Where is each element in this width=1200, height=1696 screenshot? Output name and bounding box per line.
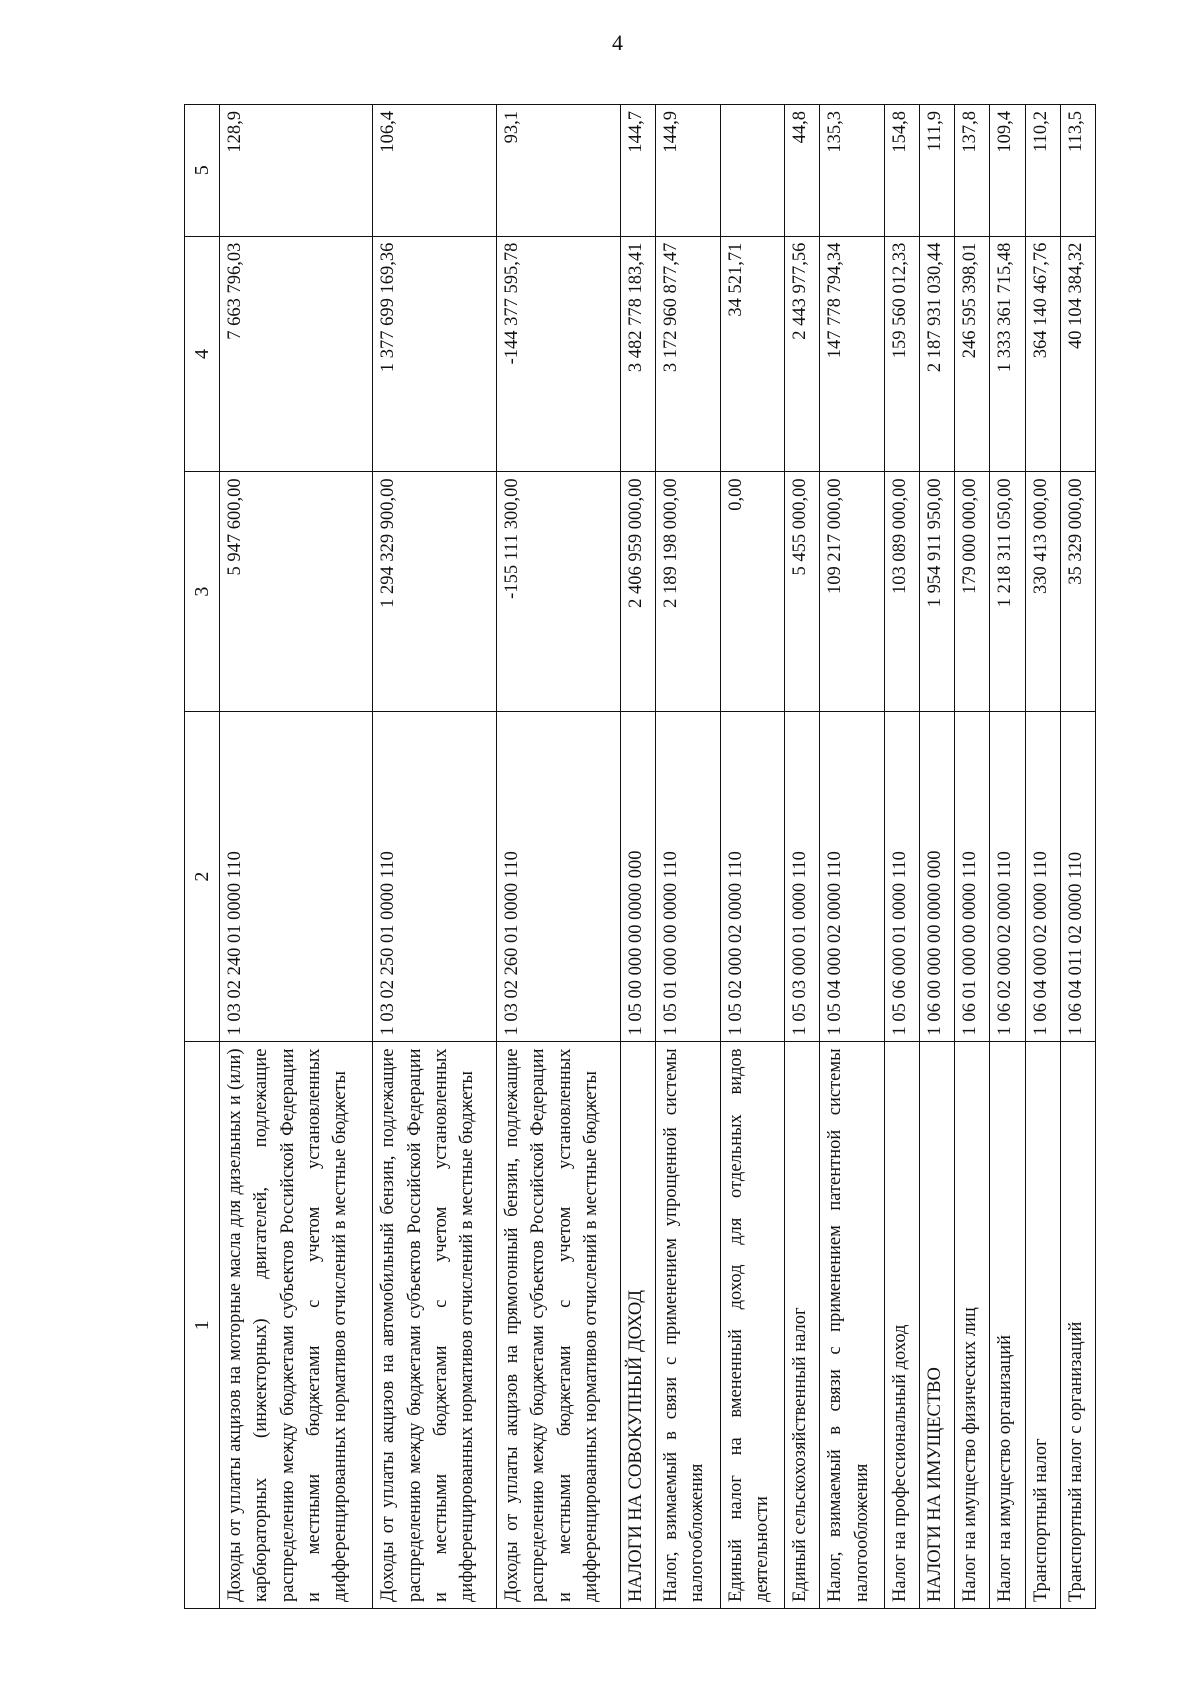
- row-percent-cell: 109,4: [990, 105, 1025, 237]
- row-code-cell: 1 06 00 000 00 0000 000: [920, 711, 955, 1042]
- row-code-cell: 1 05 03 000 01 0000 110: [785, 711, 820, 1042]
- table-row: [990, 105, 1025, 1609]
- table-row: [785, 105, 820, 1609]
- table-header-row: [185, 105, 220, 1609]
- row-plan-cell: 1 954 911 950,00: [920, 472, 955, 711]
- row-percent-cell: 135,3: [820, 105, 885, 237]
- row-fact-cell: 147 778 794,34: [820, 236, 885, 472]
- row-fact-cell: 7 663 796,03: [220, 236, 373, 472]
- row-plan-cell: 330 413 000,00: [1025, 472, 1060, 711]
- row-plan-cell: 179 000 000,00: [955, 472, 990, 711]
- row-code-cell: 1 06 02 000 02 0000 110: [990, 711, 1025, 1042]
- row-fact-cell: 3 482 778 183,41: [620, 236, 655, 472]
- column-header: 5: [185, 105, 220, 237]
- row-plan-cell: 103 089 000,00: [885, 472, 920, 711]
- column-header: 4: [185, 236, 220, 472]
- table-row: [720, 105, 785, 1609]
- row-fact-cell: 1 377 699 169,36: [373, 236, 497, 472]
- row-code-cell: 1 06 04 011 02 0000 110: [1060, 711, 1095, 1042]
- row-fact-cell: 364 140 467,76: [1025, 236, 1060, 472]
- table-row: [220, 105, 373, 1609]
- row-name-cell: Налог на профессиональный доход: [885, 1042, 920, 1609]
- row-name-cell: НАЛОГИ НА СОВОКУПНЫЙ ДОХОД: [620, 1042, 655, 1609]
- row-name-cell: Единый налог на вмененный доход для отдельных видов деятельности: [720, 1042, 785, 1609]
- row-percent-cell: 137,8: [955, 105, 990, 237]
- row-name-cell: Транспортный налог с организаций: [1060, 1042, 1095, 1609]
- row-percent-cell: 128,9: [220, 105, 373, 237]
- row-plan-cell: 109 217 000,00: [820, 472, 885, 711]
- table-row: [655, 105, 720, 1609]
- row-name-cell: Налог, взимаемый в связи с применением упрощенной системы налогообложения: [655, 1042, 720, 1609]
- row-name-cell: Доходы от уплаты акцизов на моторные масла для дизельных и (или) карбюраторных (инжекторных) двигателей, подлежащие распределению между бюджетами субъектов Российской Федерации и местными бюджетами с учетом установленных дифференцированных нормативов отчислений в местные бюджеты: [220, 1042, 373, 1609]
- row-name-cell: Налог на имущество физических лиц: [955, 1042, 990, 1609]
- row-percent-cell: 154,8: [885, 105, 920, 237]
- row-code-cell: 1 03 02 250 01 0000 110: [373, 711, 497, 1042]
- row-code-cell: 1 05 02 000 02 0000 110: [720, 711, 785, 1042]
- row-name-cell: Транспортный налог: [1025, 1042, 1060, 1609]
- row-code-cell: 1 03 02 260 01 0000 110: [497, 711, 621, 1042]
- row-name-cell: Налог на имущество организаций: [990, 1042, 1025, 1609]
- row-code-cell: 1 05 04 000 02 0000 110: [820, 711, 885, 1042]
- row-plan-cell: 5 455 000,00: [785, 472, 820, 711]
- row-code-cell: 1 05 01 000 00 0000 110: [655, 711, 720, 1042]
- row-plan-cell: 2 406 959 000,00: [620, 472, 655, 711]
- revenue-table-rotated: [184, 104, 1096, 1609]
- row-plan-cell: 1 294 329 900,00: [373, 472, 497, 711]
- row-fact-cell: 2 187 931 030,44: [920, 236, 955, 472]
- table-row: [1060, 105, 1095, 1609]
- row-fact-cell: 159 560 012,33: [885, 236, 920, 472]
- table-row: [1025, 105, 1060, 1609]
- row-percent-cell: 144,9: [655, 105, 720, 237]
- row-plan-cell: 35 329 000,00: [1060, 472, 1095, 711]
- table-row: [920, 105, 955, 1609]
- row-fact-cell: 34 521,71: [720, 236, 785, 472]
- row-fact-cell: 1 333 361 715,48: [990, 236, 1025, 472]
- row-percent-cell: 106,4: [373, 105, 497, 237]
- row-code-cell: 1 03 02 240 01 0000 110: [220, 711, 373, 1042]
- table-row: [885, 105, 920, 1609]
- row-percent-cell: 111,9: [920, 105, 955, 237]
- row-code-cell: 1 06 01 000 00 0000 110: [955, 711, 990, 1042]
- row-code-cell: 1 05 06 000 01 0000 110: [885, 711, 920, 1042]
- row-fact-cell: 2 443 977,56: [785, 236, 820, 472]
- row-percent-cell: 144,7: [620, 105, 655, 237]
- row-percent-cell: [720, 105, 785, 237]
- column-header: 1: [185, 1042, 220, 1609]
- row-name-cell: Единый сельскохозяйственный налог: [785, 1042, 820, 1609]
- column-header: 2: [185, 711, 220, 1042]
- row-name-cell: Доходы от уплаты акцизов на автомобильный бензин, подлежащие распределению между бюджетами субъектов Российской Федерации и местными бюджетами с учетом установленных дифференцированных нормативов отчислений в местные бюджеты: [373, 1042, 497, 1609]
- row-percent-cell: 93,1: [497, 105, 621, 237]
- row-plan-cell: -155 111 300,00: [497, 472, 621, 711]
- row-name-cell: Доходы от уплаты акцизов на прямогонный бензин, подлежащие распределению между бюджетами субъектов Российской Федерации и местными бюджетами с учетом установленных дифференцированных нормативов отчислений в местные бюджеты: [497, 1042, 621, 1609]
- table-row: [955, 105, 990, 1609]
- row-plan-cell: 1 218 311 050,00: [990, 472, 1025, 711]
- row-plan-cell: 2 189 198 000,00: [655, 472, 720, 711]
- page-number: 4: [612, 30, 623, 55]
- row-percent-cell: 44,8: [785, 105, 820, 237]
- row-percent-cell: 110,2: [1025, 105, 1060, 237]
- row-fact-cell: 3 172 960 877,47: [655, 236, 720, 472]
- row-percent-cell: 113,5: [1060, 105, 1095, 237]
- row-fact-cell: -144 377 595,78: [497, 236, 621, 472]
- revenue-table: [184, 104, 1096, 1609]
- row-fact-cell: 40 104 384,32: [1060, 236, 1095, 472]
- table-row: [820, 105, 885, 1609]
- row-plan-cell: 0,00: [720, 472, 785, 711]
- row-code-cell: 1 06 04 000 02 0000 110: [1025, 711, 1060, 1042]
- row-code-cell: 1 05 00 000 00 0000 000: [620, 711, 655, 1042]
- table-row: [497, 105, 621, 1609]
- row-fact-cell: 246 595 398,01: [955, 236, 990, 472]
- table-row: [373, 105, 497, 1609]
- table-row: [620, 105, 655, 1609]
- row-name-cell: НАЛОГИ НА ИМУЩЕСТВО: [920, 1042, 955, 1609]
- column-header: 3: [185, 472, 220, 711]
- row-plan-cell: 5 947 600,00: [220, 472, 373, 711]
- row-name-cell: Налог, взимаемый в связи с применением патентной системы налогообложения: [820, 1042, 885, 1609]
